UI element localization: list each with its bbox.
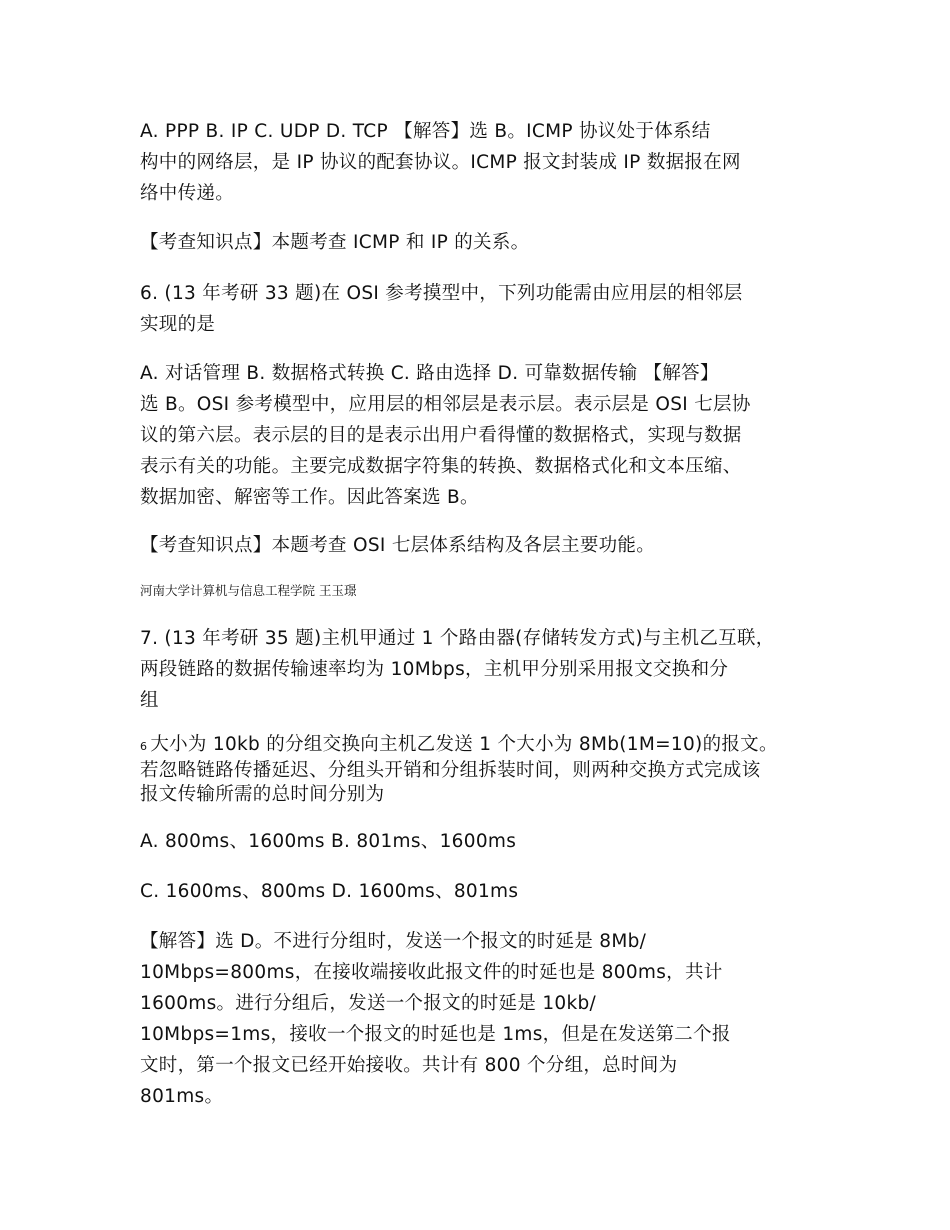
text-line: 1600ms。进行分组后，发送一个报文的时延是 10kb/ [140, 993, 597, 1014]
text-line: 议的第六层。表示层的目的是表示出用户看得懂的数据格式，实现与数据 [140, 425, 742, 446]
text-line: 络中传递。 [140, 183, 235, 204]
text-line: 若忽略链路传播延迟、分组头开销和分组拆装时间，则两种交换方式完成该 [140, 760, 761, 781]
text-line: 6. (13 年考研 33 题)在 OSI 参考摸型中，下列功能需由应用层的相邻层 [140, 283, 743, 304]
text-line: 10Mbps=800ms，在接收端接收此报文件的时延也是 800ms，共计 [140, 962, 723, 983]
text-line: A. PPP B. IP C. UDP D. TCP 【解答】选 B。ICMP 协议处于体系结 [140, 121, 711, 142]
q7-question-continuation [140, 733, 830, 807]
text-line: 报文传输所需的总时间分别为 [140, 784, 385, 805]
text-line: 表示有关的功能。主要完成数据字符集的转换、数据格式化和文本压缩、 [140, 456, 742, 477]
text-line: 文时，第一个报文已经开始接收。共计有 800 个分组，总时间为 [140, 1055, 678, 1076]
q5-knowledge-point: 【考查知识点】本题考查 ICMP 和 IP 的关系。 [140, 232, 530, 253]
text-line: 7. (13 年考研 35 题)主机甲通过 1 个路由器(存储转发方式)与主机乙互联， [140, 628, 775, 649]
q6-question-paragraph [140, 278, 830, 340]
author-credit: 河南大学计算机与信息工程学院 王玉璟 [140, 583, 357, 598]
text-line: 两段链路的数据传输速率均为 10Mbps，主机甲分别采用报文交换和分 [140, 659, 729, 680]
page-marker: 6 [140, 740, 148, 753]
text-line: 801ms。 [140, 1086, 224, 1107]
text-line: 构中的网络层，是 IP 协议的配套协议。ICMP 报文封装成 IP 数据报在网 [140, 152, 741, 173]
q7-answer-paragraph [140, 926, 830, 1112]
text-line: 【解答】选 D。不进行分组时，发送一个报文的时延是 8Mb/ [140, 931, 647, 952]
text-line: 10Mbps=1ms，接收一个报文的时延也是 1ms，但是在发送第二个报 [140, 1024, 731, 1045]
text-line: 组 [140, 690, 159, 711]
text-line: A. 对话管理 B. 数据格式转换 C. 路由选择 D. 可靠数据传输 【解答】 [140, 363, 719, 384]
text-line: 6 大小为 10kb 的分组交换向主机乙发送 1 个大小为 8Mb(1M=10)的报文。 [140, 734, 778, 755]
text-line: 数据加密、解密等工作。因此答案选 B。 [140, 487, 479, 508]
q6-answer-paragraph [140, 358, 830, 513]
text-line: 实现的是 [140, 314, 216, 335]
q7-question-paragraph [140, 623, 830, 716]
q7-option-ab: A. 800ms、1600ms B. 801ms、1600ms [140, 831, 517, 852]
q5-answer-paragraph [140, 116, 830, 209]
text-line: 选 B。OSI 参考模型中，应用层的相邻层是表示层。表示层是 OSI 七层协 [140, 394, 751, 415]
q7-option-cd: C. 1600ms、800ms D. 1600ms、801ms [140, 881, 519, 902]
q6-knowledge-point: 【考查知识点】本题考查 OSI 七层体系结构及各层主要功能。 [140, 535, 656, 556]
